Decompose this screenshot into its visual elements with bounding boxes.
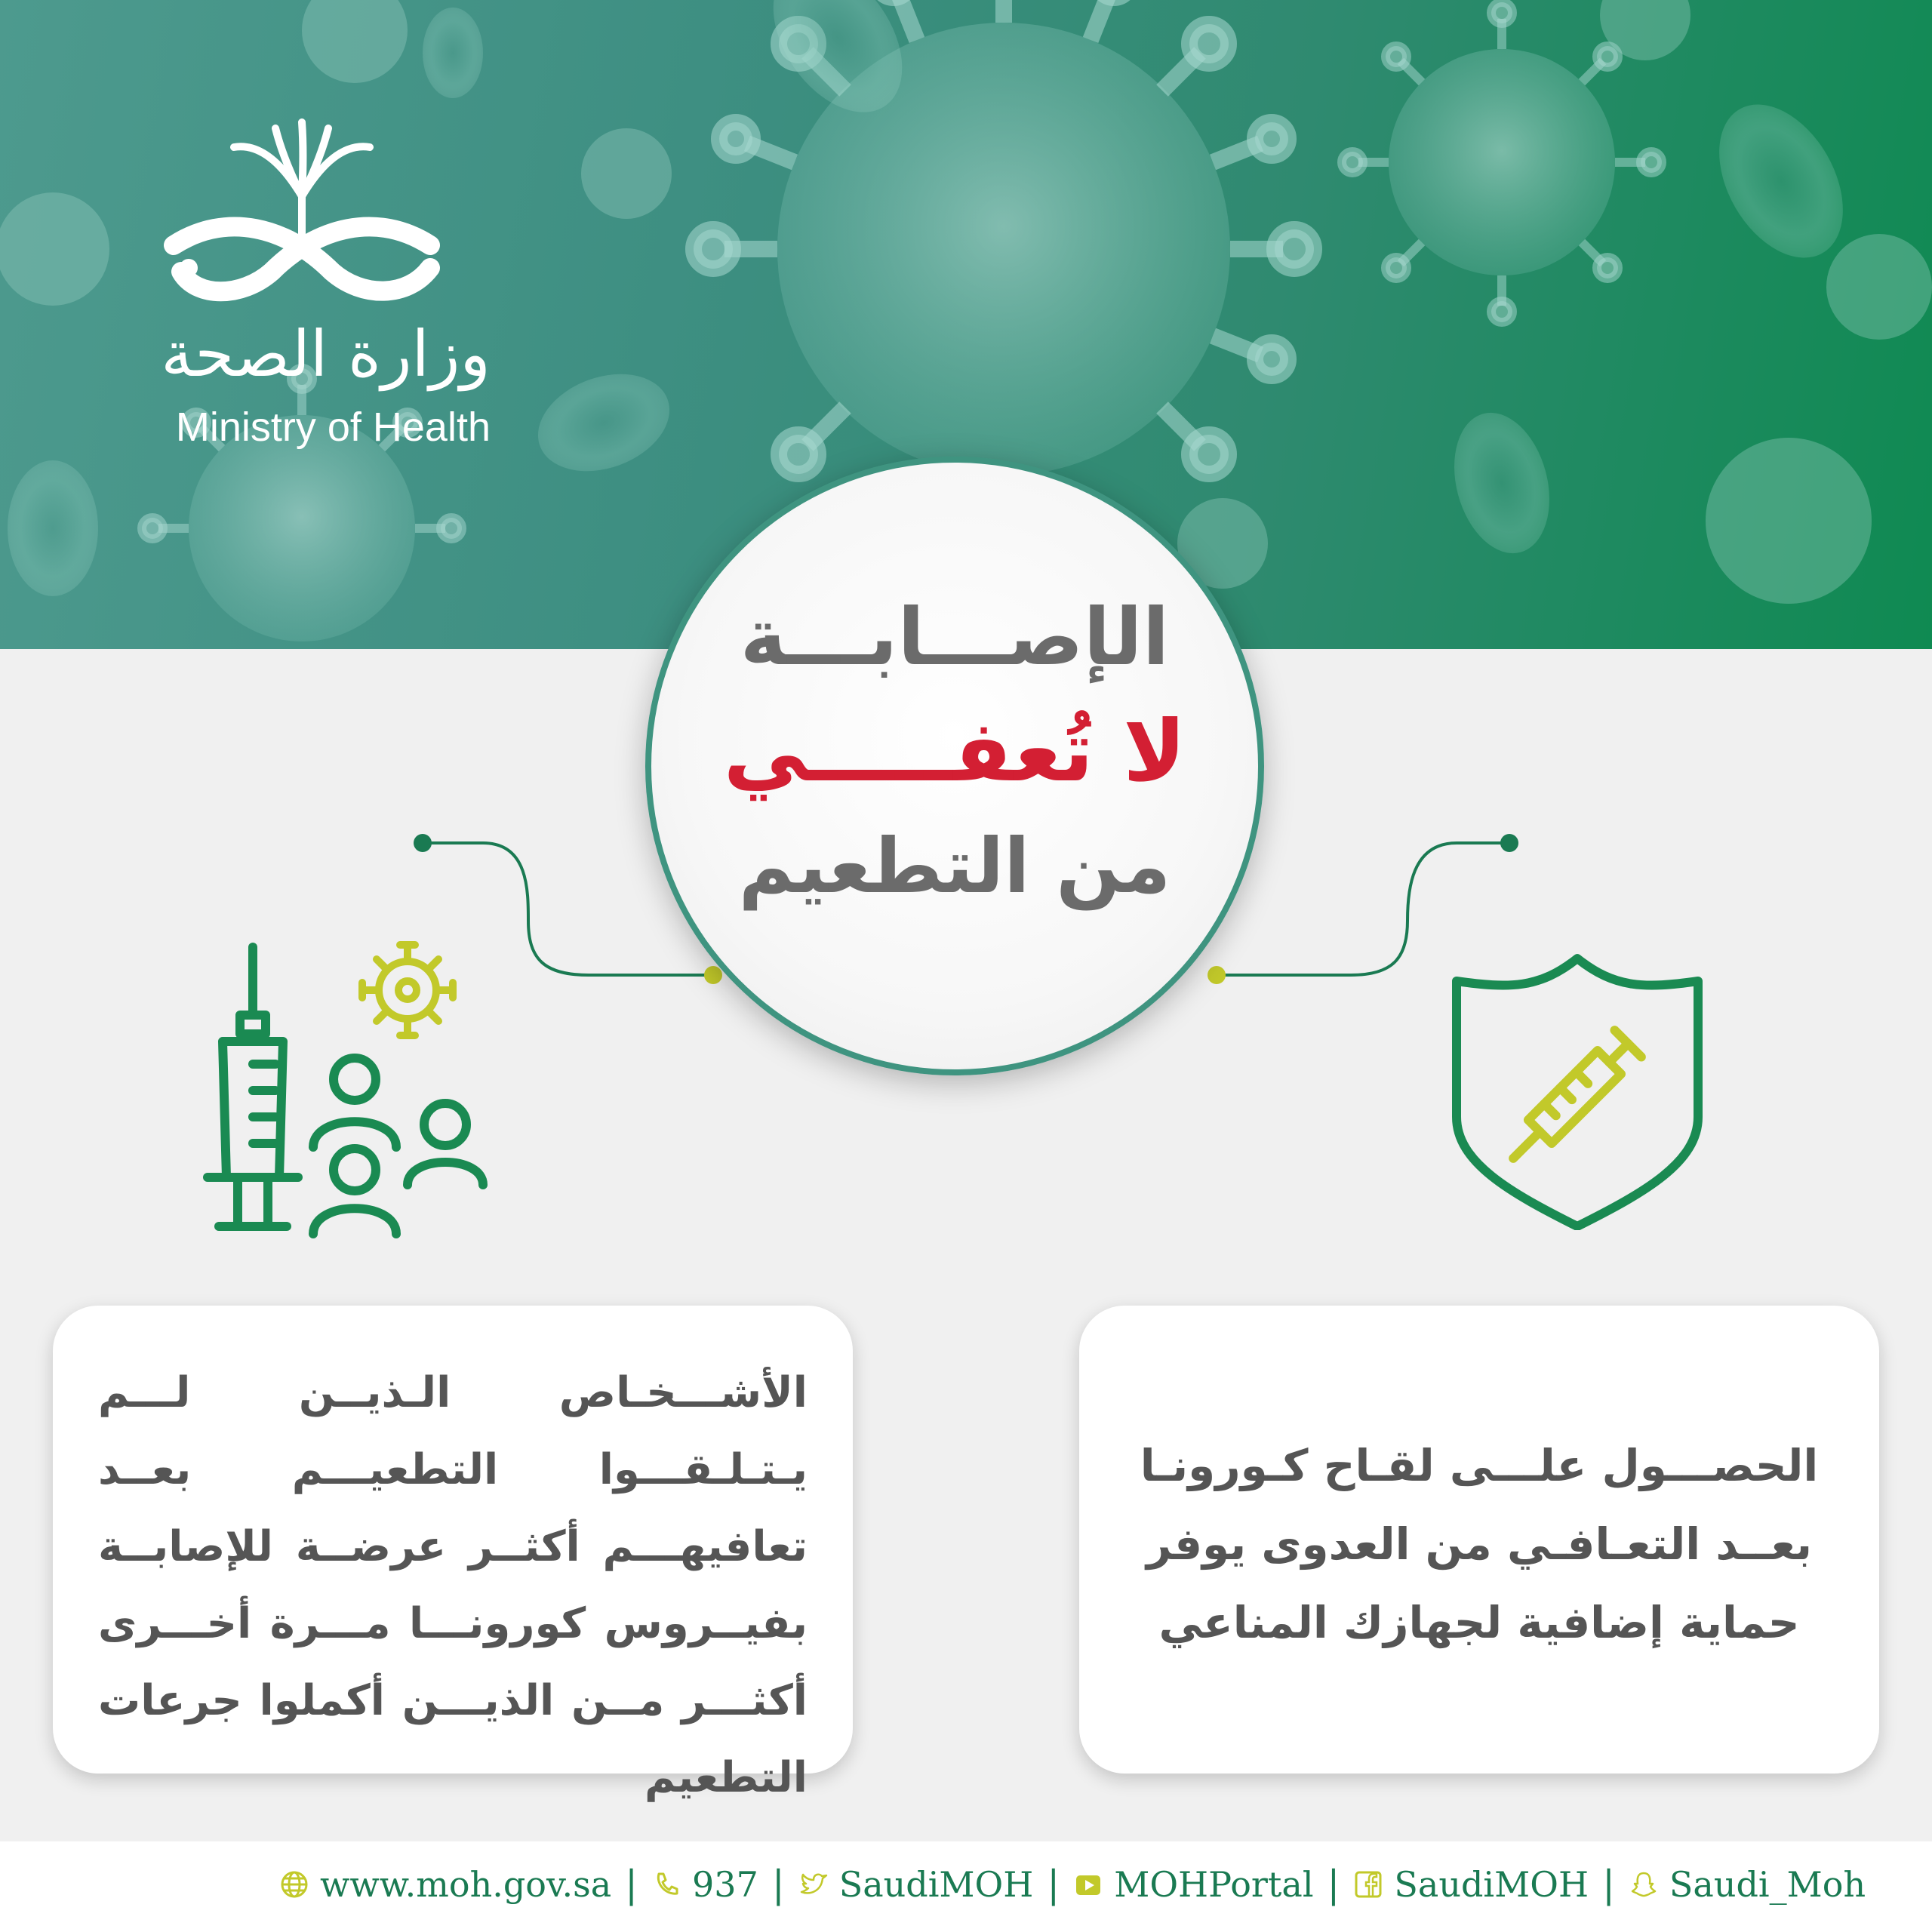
headline-circle: [645, 457, 1264, 1075]
headline-line-2: لا تُعفـــــي: [723, 703, 1186, 801]
phone-icon: [651, 1869, 681, 1900]
info-card-right-line-2: بعــد التعـافـي من العدوى يوفر: [1146, 1518, 1812, 1570]
footer-facebook-page[interactable]: SaudiMOH: [1394, 1864, 1589, 1905]
logo-text-english: Ministry of Health: [175, 405, 491, 450]
footer-youtube-channel[interactable]: MOHPortal: [1114, 1864, 1314, 1905]
headline-line-3: من التطعيم: [738, 822, 1171, 910]
footer-snapchat-handle[interactable]: Saudi_Moh: [1669, 1864, 1866, 1905]
footer-separator: |: [1047, 1863, 1060, 1906]
footer-separator: |: [1602, 1863, 1615, 1906]
globe-icon: [279, 1869, 309, 1900]
headline-line-1: الإصـــابـــة: [740, 591, 1170, 683]
footer-phone[interactable]: 937: [692, 1864, 758, 1905]
footer-twitter-handle[interactable]: SaudiMOH: [838, 1864, 1034, 1905]
syringe-people-icon: [196, 928, 513, 1245]
footer-contacts: [279, 1858, 1866, 1911]
footer-separator: |: [771, 1863, 785, 1906]
footer-website-link[interactable]: www.moh.gov.sa: [320, 1864, 612, 1905]
footer-separator: |: [625, 1863, 638, 1906]
twitter-icon: [798, 1869, 829, 1900]
facebook-icon: [1353, 1869, 1383, 1900]
info-card-right: [1079, 1306, 1879, 1774]
logo-text-arabic: وزارة الصحة: [161, 317, 491, 391]
youtube-icon: [1073, 1869, 1103, 1900]
info-card-right-line-1: الحصـــول علـــى لقـاح كـورونـا: [1140, 1440, 1819, 1491]
info-card-left-text: الأشـــخـاص الـذيــن لـــم يـتـلـقـــوا التطعيـــم بعــد تعافيهـــم أكثــر عرضــة للإصابــة بفيــروس كورونـــا مـــرة أخـــرى أكثـــر مــن الذيـــن أكملوا جرعات التطعيم: [98, 1368, 808, 1802]
info-card-right-line-3: حماية إضافية لجهازك المناعي: [1158, 1597, 1800, 1648]
info-card-left: [53, 1306, 853, 1802]
footer-separator: |: [1327, 1863, 1340, 1906]
footer: [0, 1841, 1932, 1932]
shield-syringe-icon: [1449, 943, 1706, 1230]
snapchat-icon: [1629, 1869, 1659, 1900]
